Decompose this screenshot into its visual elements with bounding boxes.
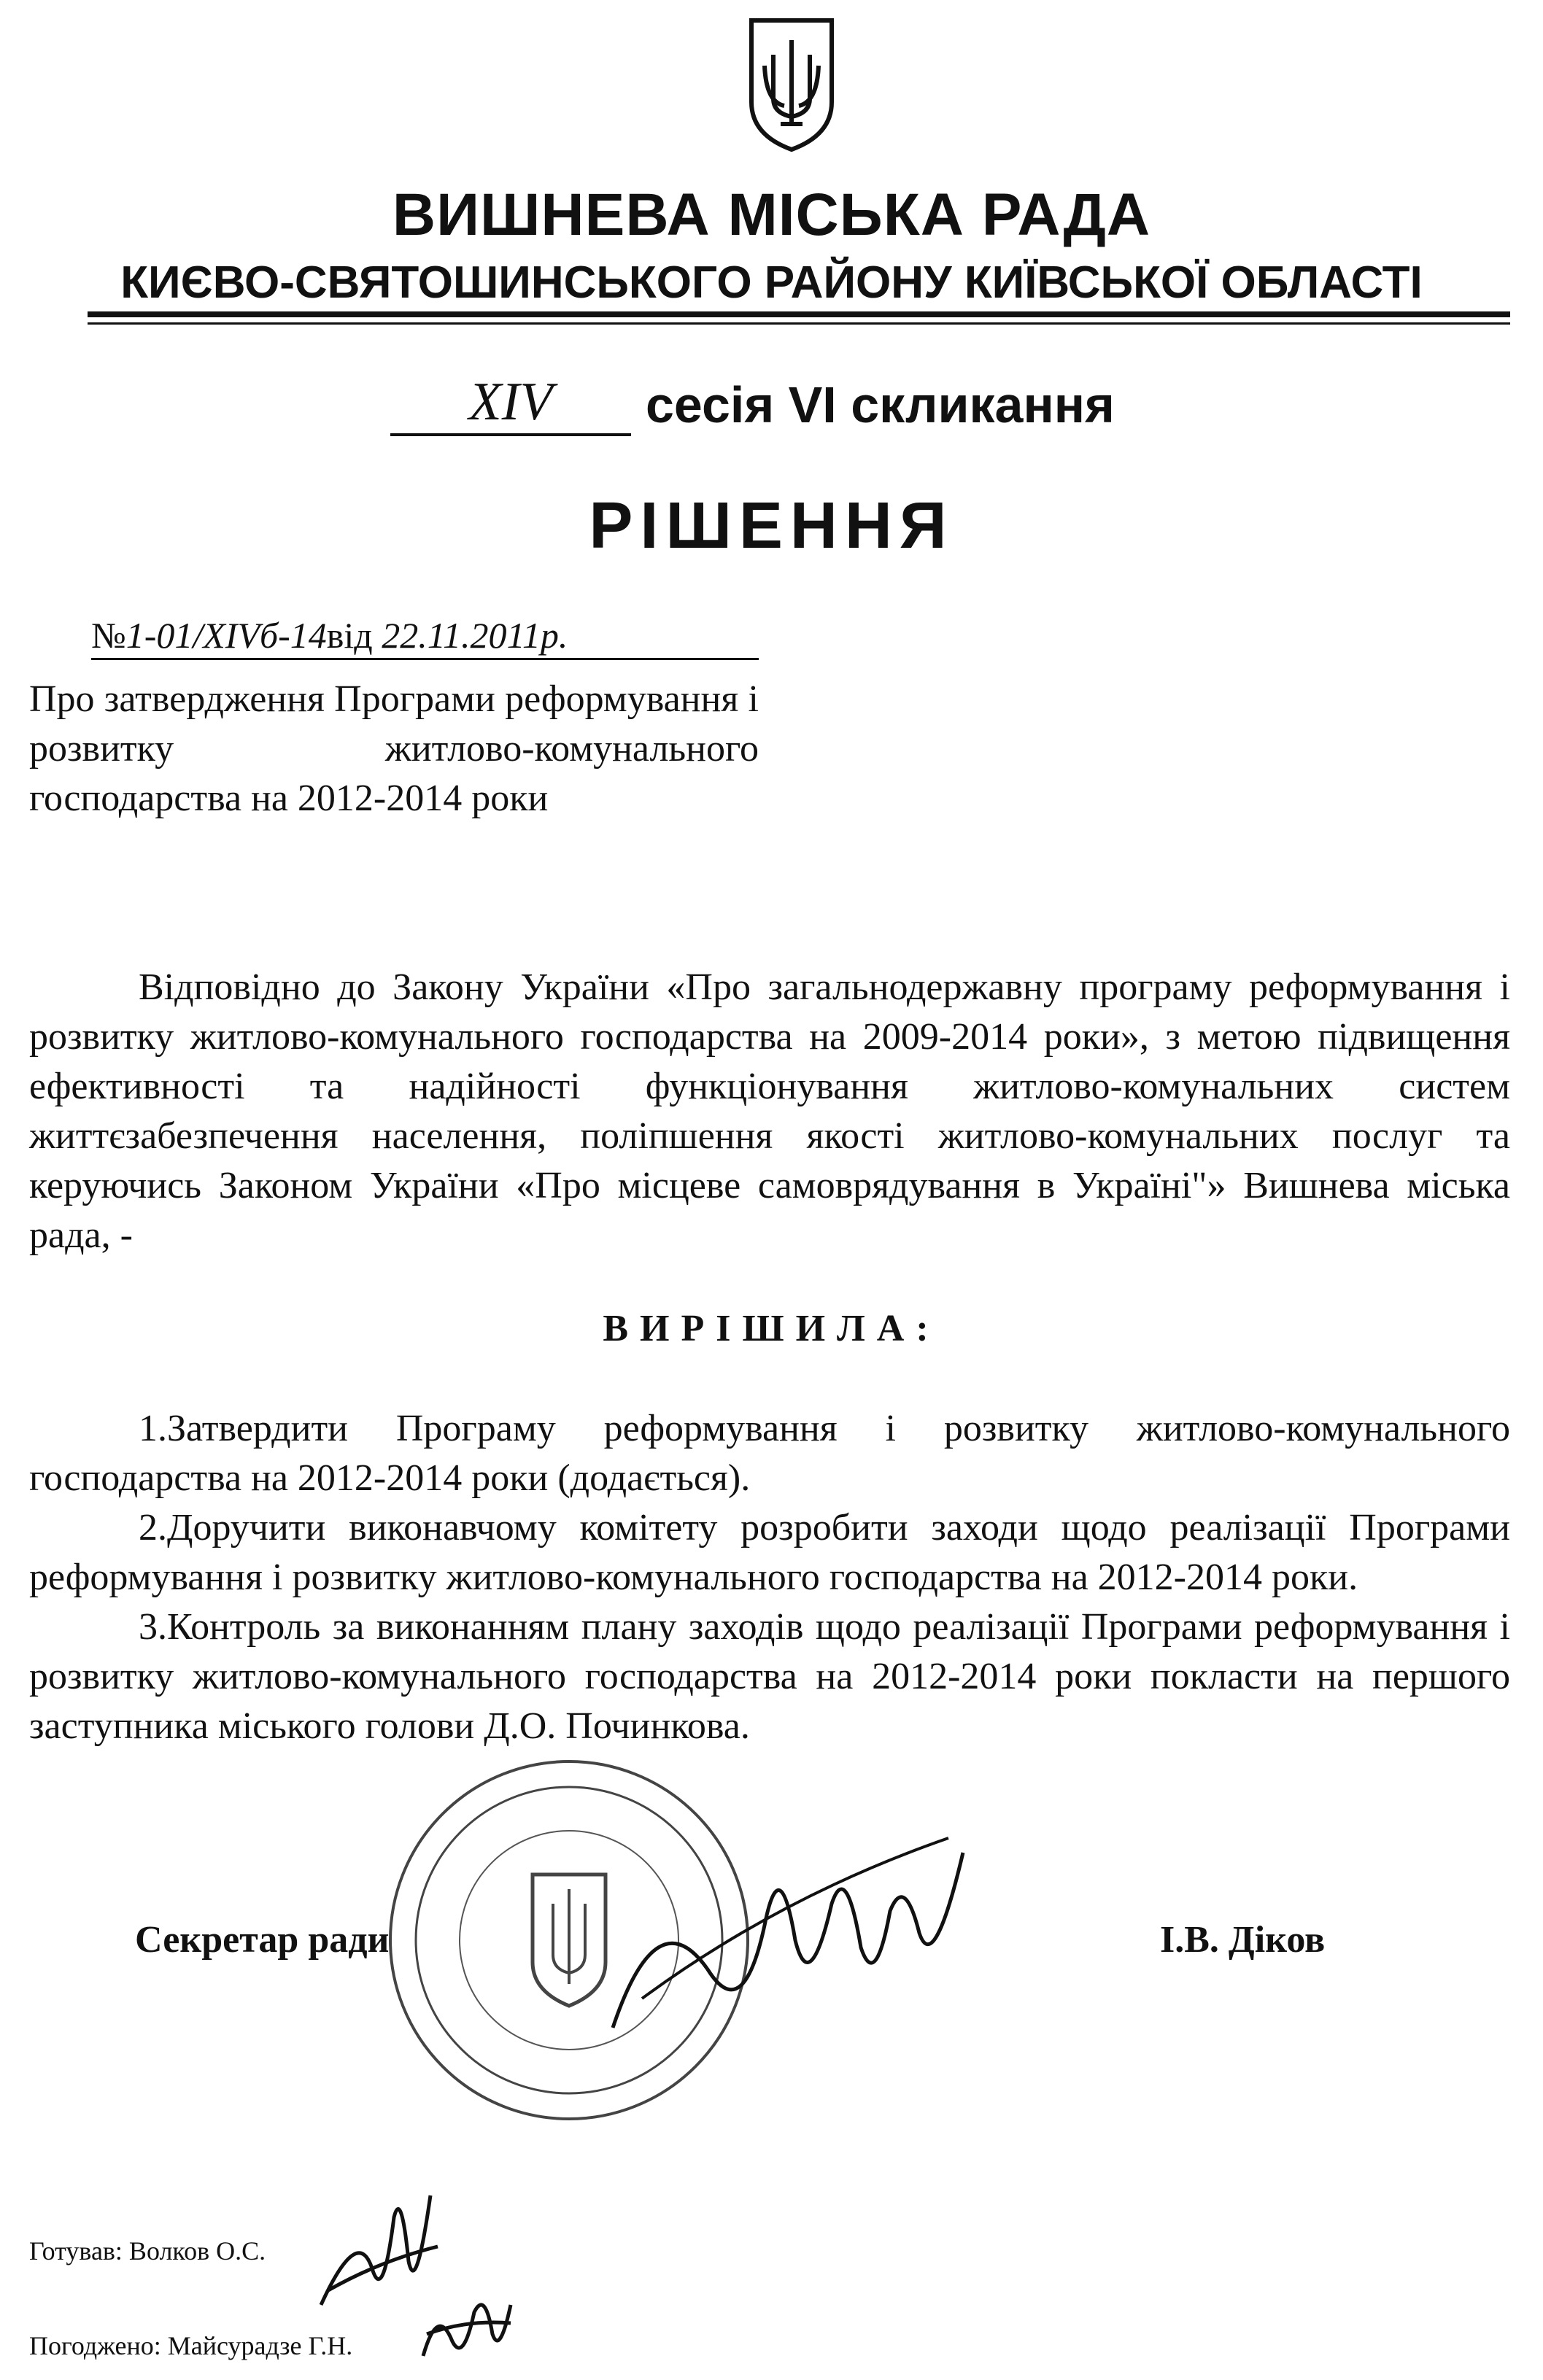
date-value: 22.11.2011р. [382,615,568,656]
decision-item: 3.Контроль за виконанням плану заходів щодо реалізації Програми реформування і розвитку житлово-комунального господарства на 2012-2014 роки покласти на першого заступника міського голови Д.О. Починкова. [29,1606,1510,1747]
decision-items [29,1404,1510,1751]
signatory-title: Секретар ради [135,1919,390,1961]
session-label: сесія VI скликання [646,376,1115,433]
agreed-by: Погоджено: Майсурадзе Г.Н. [29,2331,353,2360]
number-prefix: № [91,615,126,656]
header-divider-thin [88,322,1510,325]
decision-title: РІШЕННЯ [589,489,954,562]
signatory-name: І.В. Діков [1160,1919,1326,1961]
document-number-line [91,613,759,660]
trident-emblem-icon [744,15,839,153]
header-divider-thick [88,311,1510,317]
session-number: XIV [390,371,631,436]
approver-signature [416,2290,518,2371]
council-district: КИЄВО-СВЯТОШИНСЬКОГО РАЙОНУ КИЇВСЬКОЇ ОБЛАСТІ [120,257,1423,308]
decision-item: 1.Затвердити Програму реформування і розвитку житлово-комунального господарства на 2012-2014 роки (додається). [29,1408,1510,1499]
handwritten-signature [598,1809,978,2050]
council-name: ВИШНЕВА МІСЬКА РАДА [392,182,1151,248]
decided-heading: ВИРІШИЛА: [603,1308,940,1349]
number-value: 1-01/XIVб-14 [125,615,327,656]
decision-item: 2.Доручити виконавчому комітету розробити заходи щодо реалізації Програми реформування і розвитку житлово-комунального господарства на 2012-2014 роки. [29,1507,1510,1598]
prepared-by: Готував: Волков О.С. [29,2236,266,2265]
date-prefix: від [326,615,373,656]
decision-subject: Про затвердження Програми реформування і розвитку житлово-комунального господарства на 2012-2014 роки [29,678,759,819]
preamble-paragraph: Відповідно до Закону України «Про загальнодержавну програму реформування і розвитку житлово-комунального господарства на 2009-2014 роки», з метою підвищення ефективності та надійності функціонування житлово-комунальних систем життєзабезпечення населення, поліпшення якості житлово-комунальних послуг та керуючись Законом України «Про місцеве самоврядування в Україні"» Вишнева міська рада, - [29,966,1510,1256]
